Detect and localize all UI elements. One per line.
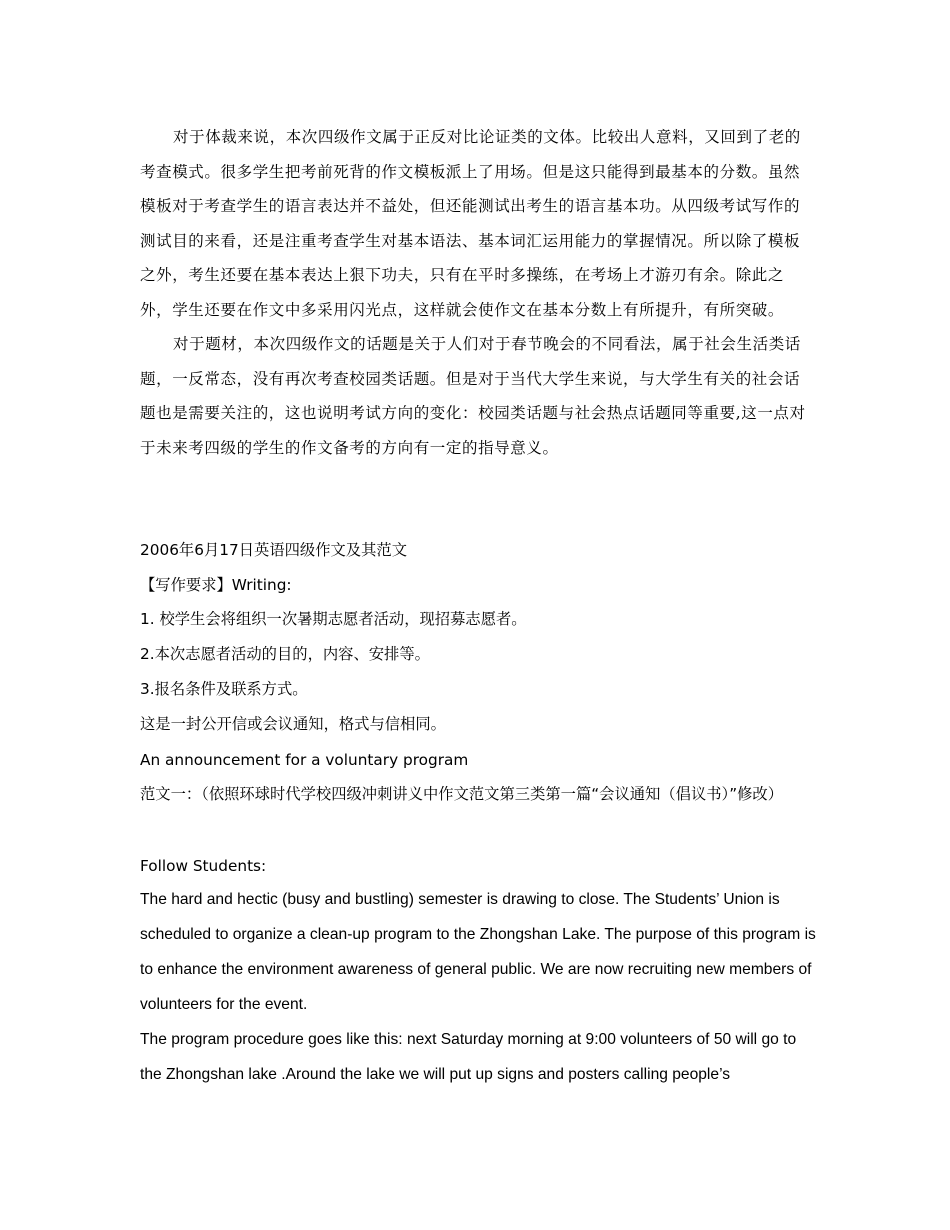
- essay-paragraph-1: [140, 882, 816, 1022]
- requirement-item-2: 2.本次志愿者活动的目的，内容、安排等。: [140, 645, 430, 663]
- essay-paragraph-1-text: The hard and hectic (busy and bustling) semester is drawing to close. The Students’ Union is scheduled to organize a clean-up program to the Zhongshan Lake. The purpose of this program is to enhance the environment awareness of general public. We are now recruiting new members of volunteers for the event.: [140, 891, 816, 1013]
- intro-section: [140, 120, 812, 465]
- intro-paragraph-2: 对于题材，本次四级作文的话题是关于人们对于春节晚会的不同看法，属于社会生活类话题，一反常态，没有再次考查校园类话题。但是对于当代大学生来说，与大学生有关的社会话题也是需要关注的，这也说明考试方向的变化：校园类话题与社会热点话题同等重要,这一点对于未来考四级的学生的作文备考的方向有一定的指导意义。: [140, 335, 806, 457]
- essay-topic: An announcement for a voluntary program: [140, 751, 469, 769]
- section-title: 2006年6月17日英语四级作文及其范文: [140, 541, 407, 559]
- requirement-item-3: 3.报名条件及联系方式。: [140, 680, 308, 698]
- format-note: 这是一封公开信或会议通知，格式与信相同。: [140, 715, 446, 733]
- letter-salutation: Follow Students:: [140, 857, 267, 875]
- essay-paragraph-2: [140, 1022, 816, 1092]
- essay-paragraph-2-text: The program procedure goes like this: next Saturday morning at 9:00 volunteers of 50 will go to the Zhongshan lake .Around the lake we will put up signs and posters calling people’s: [140, 1031, 797, 1083]
- sample-label: 范文一：（依照环球时代学校四级冲刺讲义中作文范文第三类第一篇“会议通知（倡议书）”修改）: [140, 785, 784, 803]
- requirement-heading: 【写作要求】Writing:: [140, 576, 292, 594]
- intro-paragraph-1: 对于体裁来说，本次四级作文属于正反对比论证类的文体。比较出人意料，又回到了老的考查模式。很多学生把考前死背的作文模板派上了用场。但是这只能得到最基本的分数。虽然模板对于考查学生的语言表达并不益处，但还能测试出考生的语言基本功。从四级考试写作的测试目的来看，还是注重考查学生对基本语法、基本词汇运用能力的掌握情况。所以除了模板之外，考生还要在基本表达上狠下功夫，只有在平时多操练，在考场上才游刃有余。除此之外，学生还要在作文中多采用闪光点，这样就会使作文在基本分数上有所提升，有所突破。: [140, 128, 801, 319]
- requirement-item-1: 1. 校学生会将组织一次暑期志愿者活动，现招募志愿者。: [140, 610, 527, 628]
